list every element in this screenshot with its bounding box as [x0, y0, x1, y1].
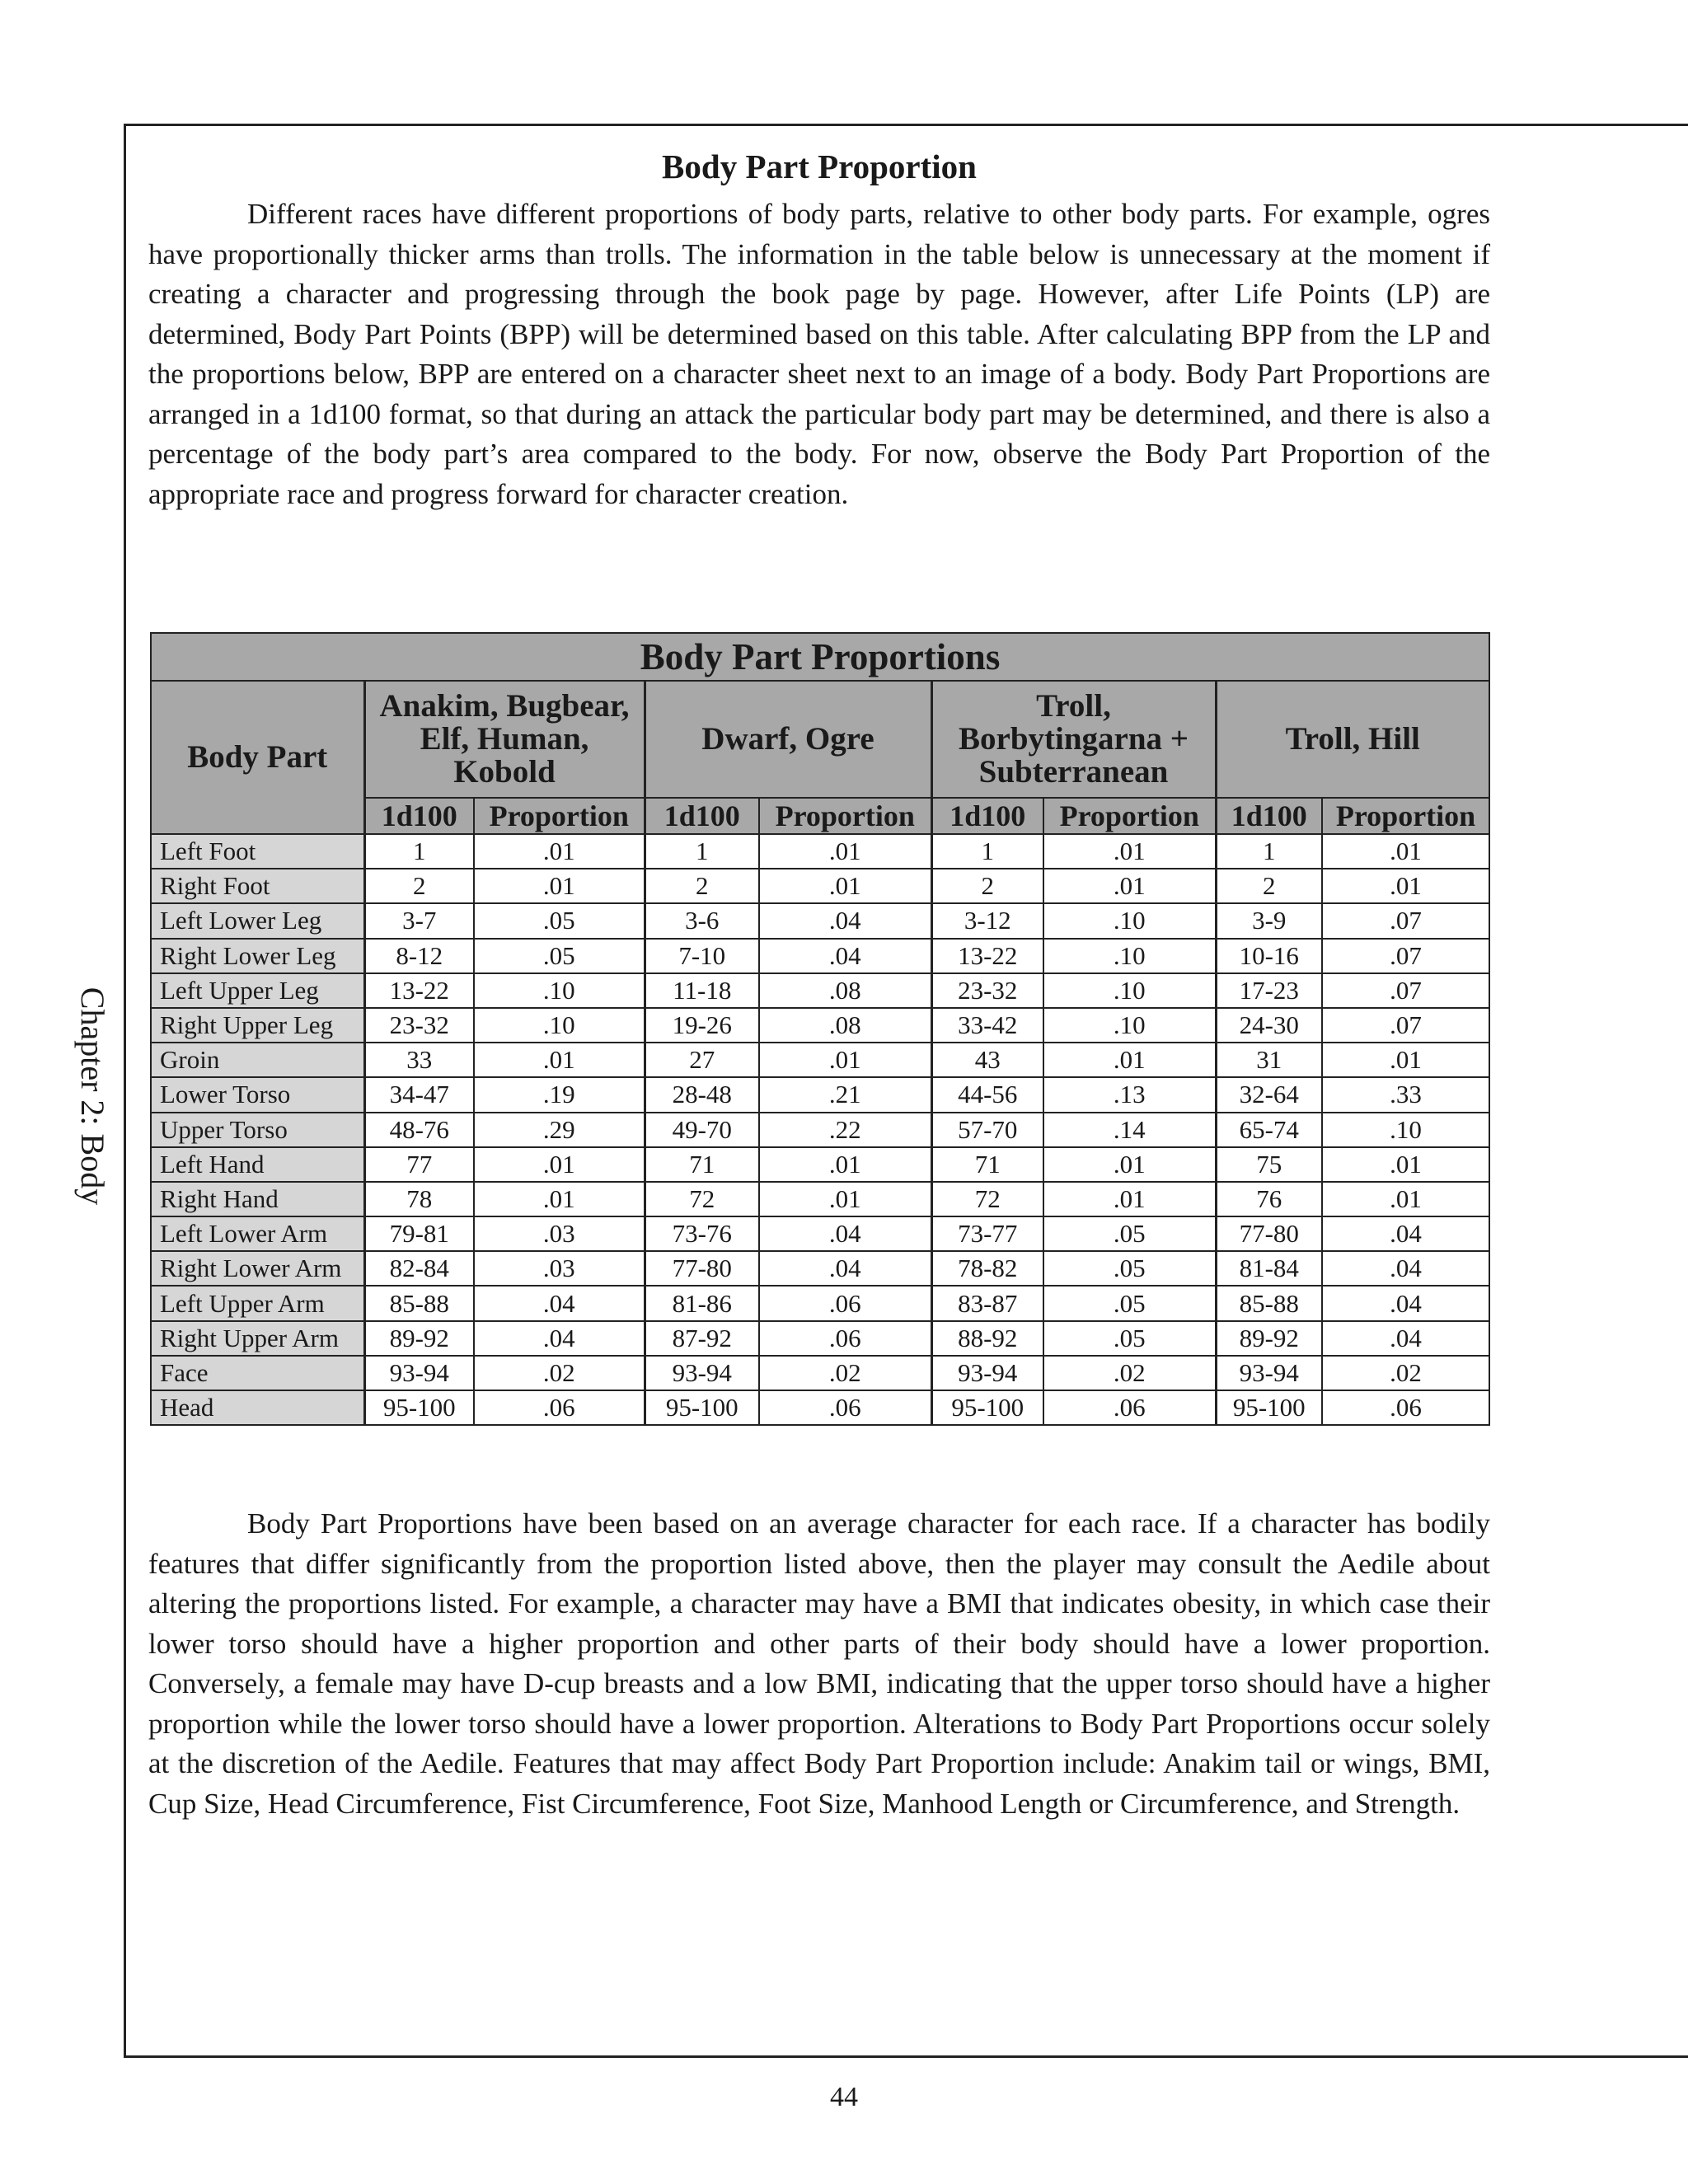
body-part-proportions-table-wrap	[150, 632, 1489, 1426]
proportion-cell: .10	[1043, 903, 1216, 938]
proportion-cell: .07	[1322, 939, 1489, 973]
roll-range-cell: 89-92	[364, 1321, 474, 1356]
roll-range-cell: 73-76	[645, 1216, 759, 1251]
roll-range-cell: 95-100	[364, 1390, 474, 1425]
proportion-cell: .01	[1322, 869, 1489, 903]
body-part-cell: Left Upper Arm	[151, 1286, 364, 1320]
proportion-cell: .04	[759, 1251, 931, 1286]
roll-range-cell: 1	[1216, 834, 1322, 869]
roll-range-cell: 33	[364, 1043, 474, 1077]
roll-range-cell: 2	[364, 869, 474, 903]
roll-range-cell: 28-48	[645, 1077, 759, 1112]
table-row	[151, 1251, 1489, 1286]
table-row	[151, 1356, 1489, 1390]
proportion-cell: .08	[759, 973, 931, 1008]
table-row	[151, 834, 1489, 869]
roll-range-cell: 11-18	[645, 973, 759, 1008]
roll-range-cell: 43	[931, 1043, 1043, 1077]
body-part-proportions-table	[150, 632, 1490, 1426]
roll-range-cell: 72	[931, 1182, 1043, 1216]
intro-paragraph: Different races have different proportions of body parts, relative to other body parts. For example, ogres have proportionally thicker arms than trolls. The information in the table below is unnecessary at the moment if creating a character and progressing through the book page by page. However, after Life Points (LP) are determined, Body Part Points (BPP) will be determined based on this table. After calculating BPP from the LP and the proportions below, BPP are entered on a character sheet next to an image of a body. Body Part Proportions are arranged in a 1d100 format, so that during an attack the particular body part may be determined, and there is also a percentage of the body part’s area compared to the body. For now, observe the Body Part Proportion of the appropriate race and progress forward for character creation.	[148, 198, 1490, 510]
proportion-cell: .01	[759, 834, 931, 869]
proportion-cell: .01	[759, 869, 931, 903]
table-row	[151, 1008, 1489, 1043]
proportion-cell: .04	[1322, 1216, 1489, 1251]
roll-range-cell: 32-64	[1216, 1077, 1322, 1112]
proportion-cell: .01	[1043, 1182, 1216, 1216]
proportion-cell: .04	[759, 1216, 931, 1251]
proportion-cell: .10	[474, 1008, 645, 1043]
proportion-cell: .05	[1043, 1321, 1216, 1356]
proportion-cell: .02	[1043, 1356, 1216, 1390]
proportion-cell: .04	[474, 1321, 645, 1356]
roll-range-cell: 1	[931, 834, 1043, 869]
group-header-troll-borbytingarna: Troll, Borbytingarna + Subterranean	[931, 681, 1216, 798]
proportion-cell: .04	[759, 903, 931, 938]
proportion-cell: .08	[759, 1008, 931, 1043]
proportion-cell: .10	[474, 973, 645, 1008]
group-header-dwarf: Dwarf, Ogre	[645, 681, 931, 798]
table-row	[151, 1077, 1489, 1112]
roll-range-cell: 77-80	[1216, 1216, 1322, 1251]
roll-range-cell: 2	[645, 869, 759, 903]
roll-range-cell: 78	[364, 1182, 474, 1216]
roll-range-cell: 95-100	[645, 1390, 759, 1425]
roll-range-cell: 3-9	[1216, 903, 1322, 938]
proportion-cell: .01	[759, 1043, 931, 1077]
roll-range-cell: 1	[364, 834, 474, 869]
table-row	[151, 939, 1489, 973]
proportion-cell: .01	[474, 1147, 645, 1182]
page-frame-top	[124, 124, 1688, 126]
proportion-cell: .07	[1322, 903, 1489, 938]
proportion-cell: .05	[1043, 1286, 1216, 1320]
body-part-cell: Right Upper Arm	[151, 1321, 364, 1356]
body-part-cell: Head	[151, 1390, 364, 1425]
proportion-cell: .04	[1322, 1251, 1489, 1286]
roll-range-cell: 73-77	[931, 1216, 1043, 1251]
roll-range-cell: 85-88	[364, 1286, 474, 1320]
roll-range-cell: 31	[1216, 1043, 1322, 1077]
roll-range-cell: 2	[1216, 869, 1322, 903]
proportion-cell: .19	[474, 1077, 645, 1112]
body-part-cell: Upper Torso	[151, 1113, 364, 1147]
roll-range-cell: 2	[931, 869, 1043, 903]
roll-range-cell: 82-84	[364, 1251, 474, 1286]
proportion-cell: .01	[474, 869, 645, 903]
proportion-cell: .01	[474, 834, 645, 869]
roll-range-cell: 3-6	[645, 903, 759, 938]
roll-range-cell: 19-26	[645, 1008, 759, 1043]
body-part-cell: Left Lower Leg	[151, 903, 364, 938]
roll-header: 1d100	[931, 798, 1043, 834]
page-frame-bottom	[124, 2055, 1688, 2058]
roll-range-cell: 76	[1216, 1182, 1322, 1216]
group-header-troll-hill: Troll, Hill	[1216, 681, 1489, 798]
proportion-cell: .07	[1322, 1008, 1489, 1043]
roll-range-cell: 95-100	[931, 1390, 1043, 1425]
section-title: Body Part Proportion	[662, 148, 977, 185]
page-number: 44	[830, 2082, 858, 2112]
roll-range-cell: 93-94	[645, 1356, 759, 1390]
proportion-cell: .06	[759, 1390, 931, 1425]
roll-range-cell: 75	[1216, 1147, 1322, 1182]
proportion-cell: .04	[759, 939, 931, 973]
proportion-header: Proportion	[1043, 798, 1216, 834]
proportion-cell: .01	[759, 1182, 931, 1216]
proportion-cell: .01	[1043, 1043, 1216, 1077]
after-table-paragraph: Body Part Proportions have been based on an average character for each race. If a character has bodily features that differ significantly from the proportion listed above, then the player may consult the Aedile about altering the proportions listed. For example, a character may have a BMI that indicates obesity, in which case their lower torso should have a higher proportion and other parts of their body should have a lower proportion. Conversely, a female may have D-cup breasts and a low BMI, indicating that the upper torso should have a higher proportion while the lower torso should have a lower proportion. Alterations to Body Part Proportions occur solely at the discretion of the Aedile. Features that may affect Body Part Proportion include: Anakim tail or wings, BMI, Cup Size, Head Circumference, Fist Circumference, Foot Size, Manhood Length or Circumference, and Strength.	[148, 1507, 1490, 1820]
roll-range-cell: 77	[364, 1147, 474, 1182]
proportion-cell: .02	[474, 1356, 645, 1390]
proportion-cell: .03	[474, 1251, 645, 1286]
roll-range-cell: 44-56	[931, 1077, 1043, 1112]
proportion-cell: .06	[759, 1286, 931, 1320]
roll-range-cell: 13-22	[931, 939, 1043, 973]
page-frame-left	[124, 124, 126, 2058]
body-part-cell: Right Hand	[151, 1182, 364, 1216]
table-row	[151, 1182, 1489, 1216]
chapter-side-label: Chapter 2: Body	[74, 987, 111, 1206]
table-row	[151, 869, 1489, 903]
proportion-header: Proportion	[1322, 798, 1489, 834]
roll-range-cell: 49-70	[645, 1113, 759, 1147]
proportion-cell: .01	[474, 1043, 645, 1077]
roll-range-cell: 81-86	[645, 1286, 759, 1320]
roll-range-cell: 48-76	[364, 1113, 474, 1147]
proportion-cell: .05	[474, 903, 645, 938]
table-body	[151, 834, 1489, 1425]
roll-range-cell: 93-94	[931, 1356, 1043, 1390]
roll-range-cell: 71	[645, 1147, 759, 1182]
proportion-cell: .04	[1322, 1286, 1489, 1320]
table-row	[151, 1113, 1489, 1147]
proportion-cell: .01	[759, 1147, 931, 1182]
roll-range-cell: 24-30	[1216, 1008, 1322, 1043]
proportion-cell: .05	[1043, 1216, 1216, 1251]
proportion-cell: .01	[474, 1182, 645, 1216]
body-part-cell: Right Foot	[151, 869, 364, 903]
roll-range-cell: 71	[931, 1147, 1043, 1182]
roll-range-cell: 87-92	[645, 1321, 759, 1356]
roll-range-cell: 78-82	[931, 1251, 1043, 1286]
roll-range-cell: 88-92	[931, 1321, 1043, 1356]
body-part-cell: Left Foot	[151, 834, 364, 869]
proportion-cell: .05	[474, 939, 645, 973]
table-row	[151, 1216, 1489, 1251]
roll-range-cell: 17-23	[1216, 973, 1322, 1008]
roll-range-cell: 33-42	[931, 1008, 1043, 1043]
proportion-cell: .07	[1322, 973, 1489, 1008]
body-part-cell: Right Lower Leg	[151, 939, 364, 973]
proportion-cell: .33	[1322, 1077, 1489, 1112]
roll-range-cell: 13-22	[364, 973, 474, 1008]
body-part-cell: Right Upper Leg	[151, 1008, 364, 1043]
body-part-cell: Left Lower Arm	[151, 1216, 364, 1251]
proportion-header: Proportion	[474, 798, 645, 834]
proportion-cell: .10	[1043, 973, 1216, 1008]
roll-range-cell: 3-12	[931, 903, 1043, 938]
roll-range-cell: 95-100	[1216, 1390, 1322, 1425]
roll-range-cell: 8-12	[364, 939, 474, 973]
proportion-cell: .22	[759, 1113, 931, 1147]
roll-header: 1d100	[645, 798, 759, 834]
roll-range-cell: 23-32	[931, 973, 1043, 1008]
proportion-cell: .01	[1322, 1043, 1489, 1077]
proportion-cell: .01	[1322, 834, 1489, 869]
table-row	[151, 1147, 1489, 1182]
group-header-anakim: Anakim, Bugbear, Elf, Human, Kobold	[364, 681, 645, 798]
table-row	[151, 1321, 1489, 1356]
proportion-cell: .05	[1043, 1251, 1216, 1286]
roll-range-cell: 65-74	[1216, 1113, 1322, 1147]
roll-range-cell: 79-81	[364, 1216, 474, 1251]
roll-range-cell: 3-7	[364, 903, 474, 938]
body-part-cell: Lower Torso	[151, 1077, 364, 1112]
body-part-column-header: Body Part	[151, 681, 364, 834]
proportion-cell: .13	[1043, 1077, 1216, 1112]
roll-range-cell: 77-80	[645, 1251, 759, 1286]
roll-range-cell: 93-94	[1216, 1356, 1322, 1390]
proportion-cell: .01	[1043, 1147, 1216, 1182]
roll-range-cell: 7-10	[645, 939, 759, 973]
table-title: Body Part Proportions	[151, 633, 1489, 681]
roll-header: 1d100	[364, 798, 474, 834]
proportion-cell: .06	[759, 1321, 931, 1356]
proportion-cell: .01	[1043, 869, 1216, 903]
proportion-cell: .04	[1322, 1321, 1489, 1356]
roll-range-cell: 27	[645, 1043, 759, 1077]
table-row	[151, 1390, 1489, 1425]
table-row	[151, 1286, 1489, 1320]
proportion-cell: .10	[1322, 1113, 1489, 1147]
proportion-cell: .01	[1043, 834, 1216, 869]
table-row	[151, 903, 1489, 938]
proportion-cell: .10	[1043, 1008, 1216, 1043]
table-row	[151, 1043, 1489, 1077]
proportion-cell: .21	[759, 1077, 931, 1112]
proportion-cell: .10	[1043, 939, 1216, 973]
proportion-cell: .02	[759, 1356, 931, 1390]
roll-range-cell: 1	[645, 834, 759, 869]
body-part-cell: Right Lower Arm	[151, 1251, 364, 1286]
body-part-cell: Face	[151, 1356, 364, 1390]
proportion-cell: .01	[1322, 1147, 1489, 1182]
proportion-cell: .04	[474, 1286, 645, 1320]
roll-range-cell: 83-87	[931, 1286, 1043, 1320]
roll-range-cell: 93-94	[364, 1356, 474, 1390]
body-part-cell: Groin	[151, 1043, 364, 1077]
roll-range-cell: 85-88	[1216, 1286, 1322, 1320]
body-part-cell: Left Upper Leg	[151, 973, 364, 1008]
roll-range-cell: 72	[645, 1182, 759, 1216]
proportion-cell: .06	[1043, 1390, 1216, 1425]
proportion-cell: .06	[1322, 1390, 1489, 1425]
roll-range-cell: 89-92	[1216, 1321, 1322, 1356]
roll-range-cell: 81-84	[1216, 1251, 1322, 1286]
proportion-header: Proportion	[759, 798, 931, 834]
proportion-cell: .14	[1043, 1113, 1216, 1147]
proportion-cell: .29	[474, 1113, 645, 1147]
proportion-cell: .01	[1322, 1182, 1489, 1216]
roll-range-cell: 10-16	[1216, 939, 1322, 973]
table-row	[151, 973, 1489, 1008]
roll-range-cell: 34-47	[364, 1077, 474, 1112]
proportion-cell: .06	[474, 1390, 645, 1425]
proportion-cell: .03	[474, 1216, 645, 1251]
roll-header: 1d100	[1216, 798, 1322, 834]
roll-range-cell: 57-70	[931, 1113, 1043, 1147]
body-part-cell: Left Hand	[151, 1147, 364, 1182]
roll-range-cell: 23-32	[364, 1008, 474, 1043]
proportion-cell: .02	[1322, 1356, 1489, 1390]
